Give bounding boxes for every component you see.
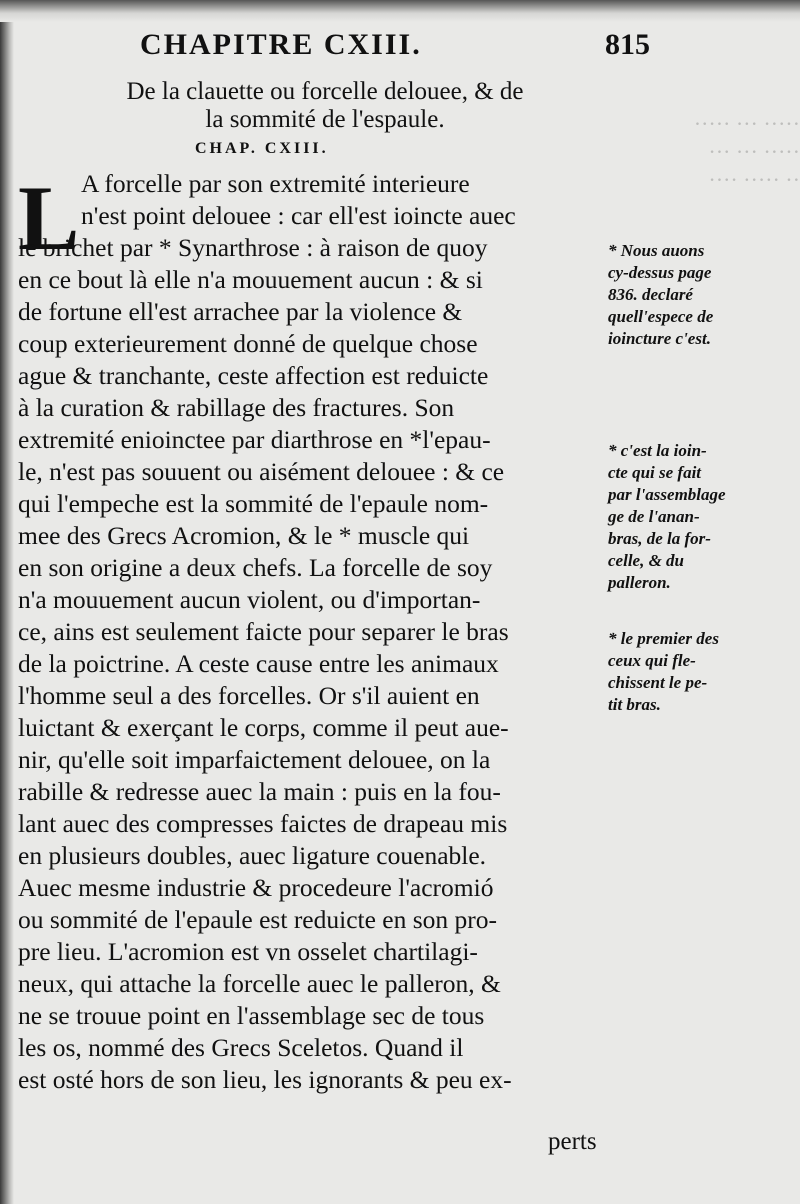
text-line: en ce bout là elle n'a mouuement aucun : & si xyxy=(18,265,483,294)
text-line: n'a mouuement aucun violent, ou d'importan- xyxy=(18,585,481,614)
margin-note-line: palleron. xyxy=(608,573,671,592)
text-line: pre lieu. L'acromion est vn osselet chartilagi- xyxy=(18,937,478,966)
running-head: CHAPITRE CXIII. xyxy=(140,28,422,61)
page-number: 815 xyxy=(605,28,650,61)
margin-note-line: chissent le pe- xyxy=(608,673,708,692)
margin-note xyxy=(608,628,798,716)
show-through-text: ····· ··· ····· ····· ··· ··· ·· ····· ···· xyxy=(693,111,800,190)
text-line: lant auec des compresses faictes de drapeau mis xyxy=(18,809,508,838)
chapter-title xyxy=(60,78,590,134)
text-line: n'est point delouee : car ell'est ioincte auec xyxy=(81,201,516,230)
margin-note-line: bras, de la for- xyxy=(608,529,711,548)
margin-note-line: par l'assemblage xyxy=(608,485,726,504)
chapter-title-line: De la clauette ou forcelle delouee, & de xyxy=(126,78,524,105)
drop-cap: L xyxy=(18,167,80,269)
chapter-subheading: CHAP. CXIII. xyxy=(195,140,329,157)
text-line: qui l'empeche est la sommité de l'epaule nom- xyxy=(18,489,489,518)
text-line: l'homme seul a des forcelles. Or s'il auient en xyxy=(18,681,480,710)
text-line: ou sommité de l'epaule est reduicte en son pro- xyxy=(18,905,498,934)
text-line: en plusieurs doubles, auec ligature couenable. xyxy=(18,841,487,870)
text-line: ne se trouue point en l'assemblage sec de tous xyxy=(18,1001,485,1030)
text-line: est osté hors de son lieu, les ignorants & peu ex- xyxy=(18,1065,512,1094)
margin-note-line: cte qui se fait xyxy=(608,463,702,482)
text-line: A forcelle par son extremité interieure xyxy=(81,169,470,198)
margin-note-line: ioincture c'est. xyxy=(608,329,711,348)
text-line: les os, nommé des Grecs Sceletos. Quand il xyxy=(18,1033,464,1062)
text-line: de la poictrine. A ceste cause entre les animaux xyxy=(18,649,499,678)
text-line: extremité enioinctee par diarthrose en *l'epau- xyxy=(18,425,491,454)
text-line: luictant & exerçant le corps, comme il peut aue- xyxy=(18,713,509,742)
text-line: de fortune ell'est arrachee par la violence & xyxy=(18,297,463,326)
margin-note xyxy=(608,240,798,350)
catchword: perts xyxy=(548,1128,597,1155)
text-line: à la curation & rabillage des fractures. Son xyxy=(18,393,455,422)
text-line: coup exterieurement donné de quelque chose xyxy=(18,329,478,358)
margin-note-line: 836. declaré xyxy=(608,285,693,304)
margin-note-line: ge de l'anan- xyxy=(608,507,700,526)
text-line: nir, qu'elle soit imparfaictement delouee, on la xyxy=(18,745,491,774)
text-line: neux, qui attache la forcelle auec le palleron, & xyxy=(18,969,501,998)
margin-note-line: * c'est la ioin- xyxy=(608,441,707,460)
margin-note-line: celle, & du xyxy=(608,551,685,570)
margin-note-line: * le premier des xyxy=(608,629,719,648)
text-line: Auec mesme industrie & procedeure l'acromió xyxy=(18,873,494,902)
margin-note-line: ceux qui fle- xyxy=(608,651,696,670)
text-line: le, n'est pas souuent ou aisément delouee : & ce xyxy=(18,457,505,486)
margin-note-line: * Nous auons xyxy=(608,241,705,260)
text-line: ce, ains est seulement faicte pour separer le bras xyxy=(18,617,509,646)
margin-note-line: cy-dessus page xyxy=(608,263,712,282)
margin-note-line: tit bras. xyxy=(608,695,661,714)
margin-note-line: quell'espece de xyxy=(608,307,714,326)
text-line: en son origine a deux chefs. La forcelle de soy xyxy=(18,553,493,582)
text-line: mee des Grecs Acromion, & le * muscle qui xyxy=(18,521,470,550)
chapter-title-line: la sommité de l'espaule. xyxy=(205,106,445,133)
text-line: le brichet par * Synarthrose : à raison de quoy xyxy=(18,233,488,262)
margin-note xyxy=(608,440,798,594)
text-line: rabille & redresse auec la main : puis en la fou- xyxy=(18,777,501,806)
text-line: ague & tranchante, ceste affection est reduicte xyxy=(18,361,489,390)
